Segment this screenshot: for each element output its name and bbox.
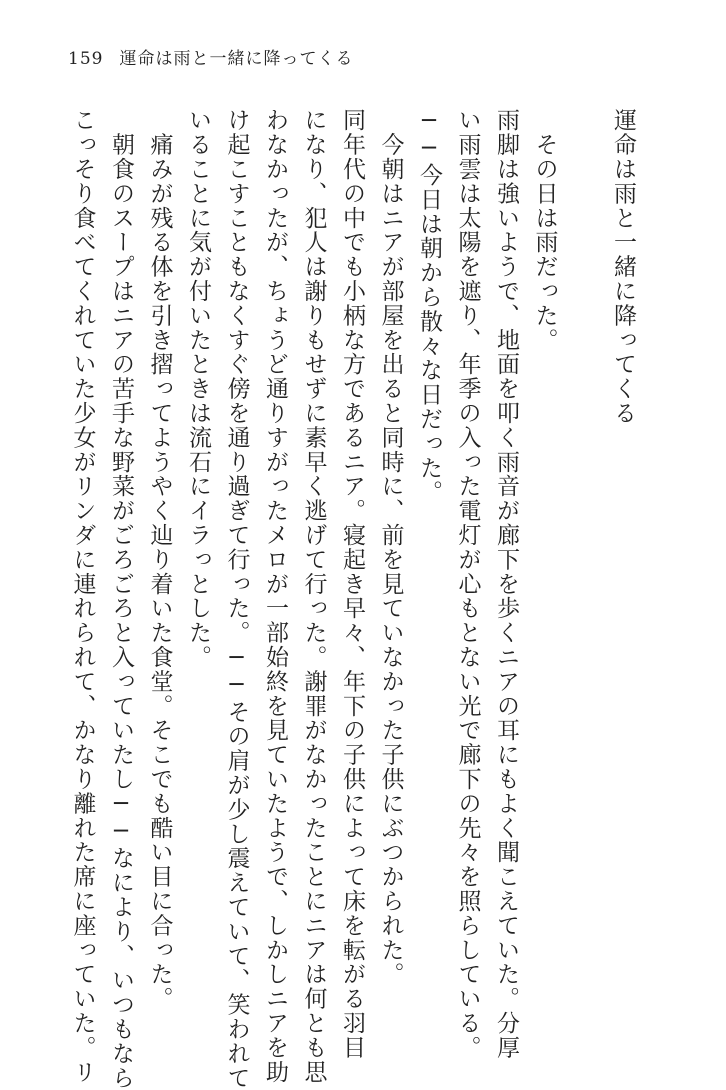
- text-line: わなかったが、ちょうど通りすがったメロが一部始終を見ていたようで、しかしニアを助: [262, 108, 288, 1084]
- text-line: その日は雨だった。: [531, 108, 558, 352]
- text-line: になり、犯人は謝りもせずに素早く逃げて行った。謝罪がなかったことにニアは何とも思: [300, 108, 327, 1084]
- text-line: け起こすこともなくすぐ傍を通り過ぎて行った。──その肩が少し震えていて、笑われて: [223, 108, 250, 1090]
- text-line: こっそり食べてくれていた少女がリンダに連れられて、かなり離れた席に座っていた。リ: [69, 108, 96, 1084]
- running-title: 運命は雨と一緒に降ってくる: [119, 49, 354, 69]
- text-line: 痛みが残る体を引き摺ってようやく辿り着いた食堂。そこでも酷い目に合った。: [146, 108, 173, 1011]
- page-number: 159: [68, 49, 104, 69]
- text-line: 今朝はニアが部屋を出ると同時に、前を見ていなかった子供にぶつかられた。: [377, 108, 404, 987]
- text-line: いることに気が付いたときは流石にイラっとした。: [185, 108, 211, 670]
- text-line: い雨雲は太陽を遮り、年季の入った電灯が心もとない光で廊下の先々を照らしている。: [454, 108, 481, 1060]
- text-line: 同年代の中でも小柄な方であるニア。寝起き早々、年下の子供によって床を転がる羽目: [339, 108, 365, 1060]
- chapter-title: 運命は雨と一緒に降ってくる: [610, 108, 636, 426]
- text-line: ──今日は朝から散々な日だった。: [416, 108, 442, 505]
- vertical-text-body: [63, 108, 642, 1090]
- running-header: [68, 44, 353, 69]
- text-line: 雨脚は強いようで、地面を叩く雨音が廊下を歩くニアの耳にもよく聞こえていた。分厚: [493, 108, 519, 1060]
- text-line: 朝食のスープはニアの苦手な野菜がごろごろと入っていたし──なにより、いつもなら: [108, 108, 134, 1090]
